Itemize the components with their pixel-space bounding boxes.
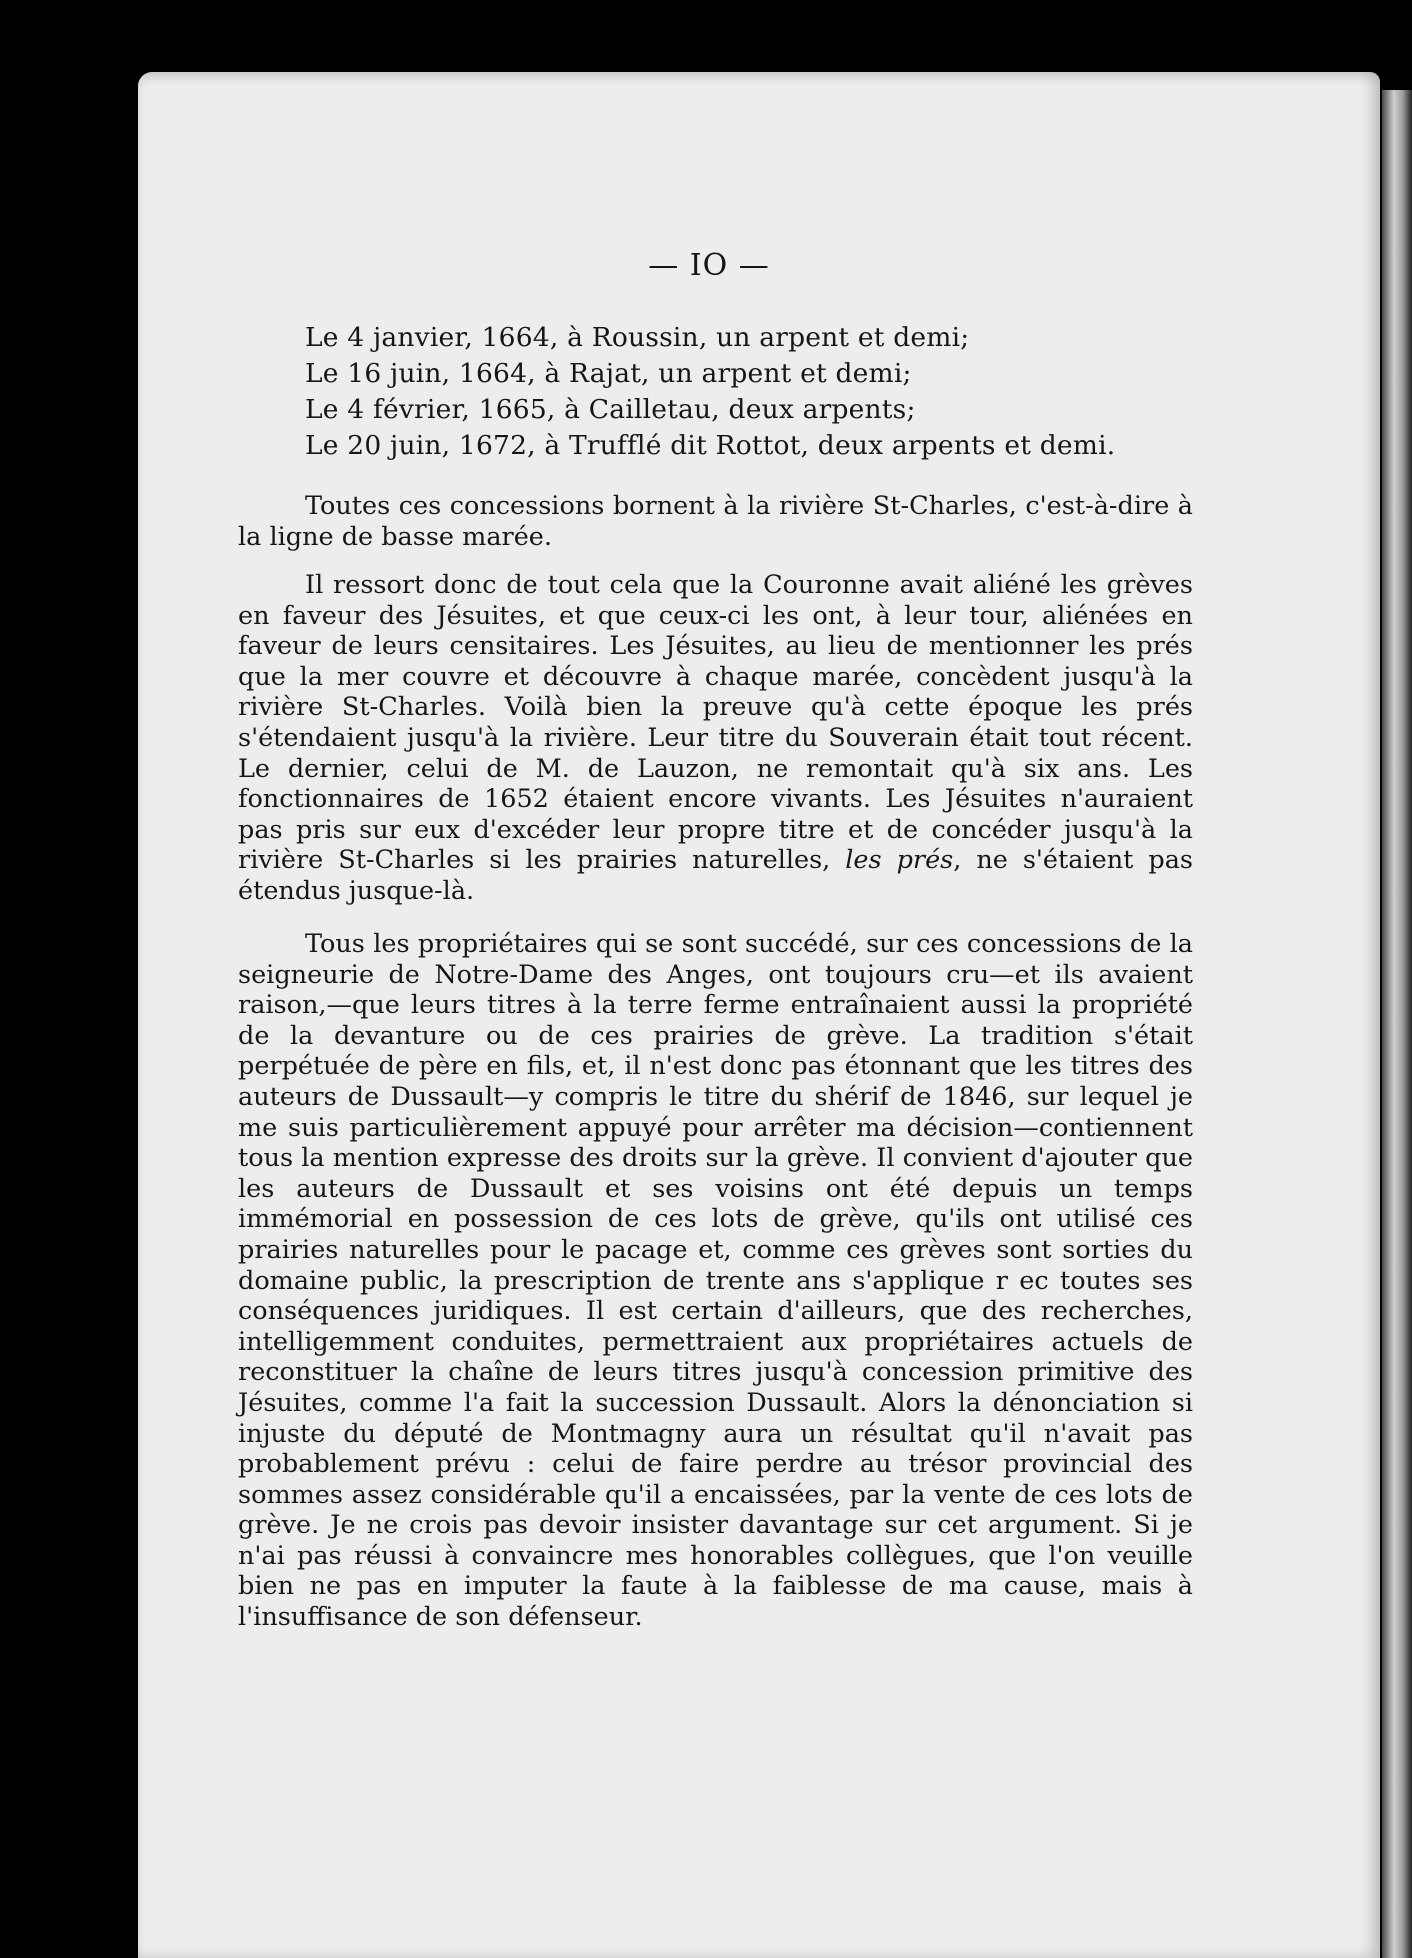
paragraph-2-text-b: , ne s'étaient pas étendus jusque-là. bbox=[238, 845, 1193, 906]
paragraph-2-text-a: Il ressort donc de tout cela que la Couronne avait aliéné les grèves en faveur des Jésuites, et que ceux-ci les ont, à leur tour, aliénées en faveur de leurs censitaires. Les Jésuites, au lieu de mentionner les prés que la mer couvre et découvre à chaque marée, concèdent jusqu'à la rivière St-Charles. Voilà bien la preuve qu'à cette époque les prés s'étendaient jusqu'à la rivière. Leur titre du Souverain était tout récent. Le dernier, celui de M. de Lauzon, ne remontait qu'à six ans. Les fonctionnaires de 1652 étaient encore vivants. Les Jésuites n'auraient pas pris sur eux d'excéder leur propre titre et de concéder jusqu'à la rivière St-Charles si les prairies naturelles, bbox=[238, 570, 1193, 876]
grant-line-4: Le 20 juin, 1672, à Trufflé dit Rottot, deux arpents et demi. bbox=[305, 430, 1116, 461]
paragraph-2-italic: les prés bbox=[845, 845, 954, 876]
paragraph-1: Toutes ces concessions bornent à la rivière St-Charles, c'est-à-dire à la ligne de basse marée. bbox=[238, 491, 1193, 552]
grant-line-3: Le 4 février, 1665, à Cailletau, deux arpents; bbox=[305, 394, 916, 425]
grant-line-2: Le 16 juin, 1664, à Rajat, un arpent et demi; bbox=[305, 358, 912, 389]
paragraph-2 bbox=[238, 570, 1193, 907]
grant-line-1: Le 4 janvier, 1664, à Roussin, un arpent et demi; bbox=[305, 322, 970, 353]
page-edge bbox=[1382, 90, 1412, 1958]
paragraph-3: Tous les propriétaires qui se sont succédé, sur ces concessions de la seigneurie de Notre-Dame des Anges, ont toujours cru—et ils avaient raison,—que leurs titres à la terre ferme entraînaient aussi la propriété de la devanture ou de ces prairies de grève. La tradition s'était perpétuée de père en fils, et, il n'est donc pas étonnant que les titres des auteurs de Dussault—y compris le titre du shérif de 1846, sur lequel je me suis particulièrement appuyé pour arrêter ma décision—contiennent tous la mention expresse des droits sur la grève. Il convient d'ajouter que les auteurs de Dussault et ses voisins ont été depuis un temps immémorial en possession de ces lots de grève, qu'ils ont utilisé ces prairies naturelles pour le pacage et, comme ces grèves sont sorties du domaine public, la prescription de trente ans s'applique r ec toutes ses conséquences juridiques. Il est certain d'ailleurs, que des recherches, intelligemment conduites, permettraient aux propriétaires actuels de reconstituer la chaîne de leurs titres jusqu'à concession primitive des Jésuites, comme l'a fait la succession Dussault. Alors la dénonciation si injuste du député de Montmagny aura un résultat qu'il n'avait pas probablement prévu : celui de faire perdre au trésor provincial des sommes assez considérable qu'il a encaissées, par la vente de ces lots de grève. Je ne crois pas devoir insister davantage sur cet argument. Si je n'ai pas réussi à convaincre mes honorables collègues, que l'on veuille bien ne pas en imputer la faute à la faiblesse de ma cause, mais à l'insuffisance de son défenseur. bbox=[238, 929, 1193, 1633]
page-number: — IO — bbox=[648, 248, 770, 283]
